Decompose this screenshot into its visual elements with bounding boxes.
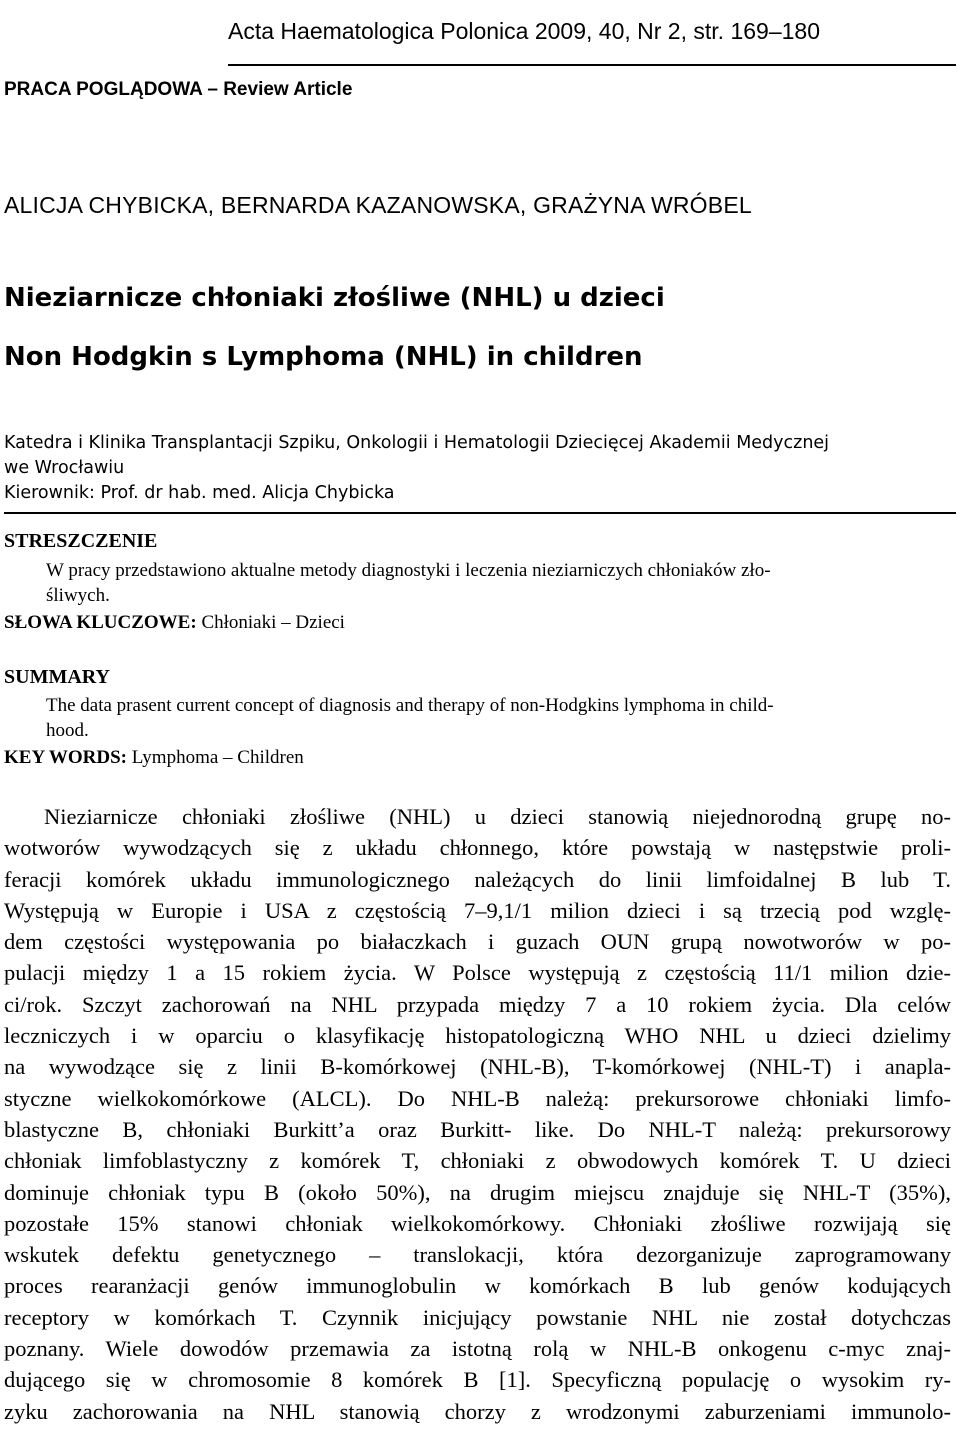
body-line: poznany. Wiele dowodów przemawia za istotną rolą w NHL-B onkogenu c-myc znaj-: [4, 1336, 951, 1362]
header-rule: [228, 64, 956, 66]
summary-line: The data prasent current concept of diagnosis and therapy of non-Hodgkins lymphoma in child-: [46, 695, 774, 716]
body-line: Występują w Europie i USA z częstością 7–9,1/1 milion dzieci i są trzecią pod wzglę-: [4, 897, 951, 923]
body-line: wskutek defektu genetycznego – translokacji, która dezorganizuje zaprogramowany: [4, 1242, 951, 1268]
body-line: proces rearanżacji genów immunoglobulin w komórkach B lub genów kodujących: [4, 1273, 951, 1299]
affiliation-line: we Wrocławiu: [4, 458, 125, 478]
body-line: blastyczne B, chłoniaki Burkitt’a oraz Burkitt- like. Do NHL-T należą: prekursorowy: [4, 1116, 951, 1142]
body-line: zyku zachorowania na NHL stanowią chorzy z wrodzonymi zaburzeniami immunolo-: [4, 1398, 951, 1424]
abstract-line: W pracy przedstawiono aktualne metody diagnostyki i leczenia nieziarniczych chłoniaków zło-: [46, 560, 771, 581]
keywords-english: [4, 747, 304, 769]
abstract-line: śliwych.: [46, 585, 110, 606]
affiliation-rule: [4, 512, 956, 514]
affiliation-line: Kierownik: Prof. dr hab. med. Alicja Chybicka: [4, 483, 395, 503]
keywords-polish: [4, 612, 345, 634]
body-text: [4, 801, 951, 1427]
body-line: ci/rok. Szczyt zachorowań na NHL przypada między 7 a 10 rokiem życia. Dla celów: [4, 991, 951, 1017]
body-line: pulacji między 1 a 15 rokiem życia. W Polsce występują z częstością 11/1 milion dzie-: [4, 960, 951, 986]
authors: ALICJA CHYBICKA, BERNARDA KAZANOWSKA, GRAŻYNA WRÓBEL: [4, 192, 752, 218]
article-type: PRACA POGLĄDOWA – Review Article: [4, 79, 353, 100]
keywords-value: Lymphoma – Children: [127, 747, 304, 768]
journal-citation: Acta Haematologica Polonica 2009, 40, Nr 2, str. 169–180: [228, 18, 820, 44]
abstract-heading: STRESZCZENIE: [4, 530, 158, 552]
body-line: feracji komórek układu immunologicznego należących do linii limfoidalnej B lub T.: [4, 866, 951, 892]
body-line: dem częstości występowania po białaczkach i guzach OUN grupą nowotworów w po-: [4, 929, 951, 955]
body-line: styczne wielkokomórkowe (ALCL). Do NHL-B należą: prekursorowe chłoniaki limfo-: [4, 1085, 951, 1111]
affiliation-line: Katedra i Klinika Transplantacji Szpiku, Onkologii i Hematologii Dziecięcej Akademii Medycznej: [4, 433, 830, 453]
body-line: wotworów wywodzących się z układu chłonnego, które powstają w następstwie proli-: [4, 835, 951, 861]
body-line: chłoniak limfoblastyczny z komórek T, chłoniaki z obwodowych komórek T. U dzieci: [4, 1148, 951, 1174]
body-line: leczniczych i w oparciu o klasyfikację histopatologiczną WHO NHL u dzieci dzielimy: [4, 1023, 951, 1049]
body-line: Nieziarnicze chłoniaki złośliwe (NHL) u dzieci stanowią niejednorodną grupę no-: [44, 804, 951, 829]
keywords-value: Chłoniaki – Dzieci: [196, 612, 345, 633]
body-line: dominuje chłoniak typu B (około 50%), na drugim miejscu znajduje się NHL-T (35%),: [4, 1179, 951, 1205]
keywords-label: SŁOWA KLUCZOWE:: [4, 612, 197, 633]
body-line: na wywodzące się z linii B-komórkowej (NHL-B), T-komórkowej (NHL-T) i anapla-: [4, 1054, 951, 1080]
body-line: pozostałe 15% stanowi chłoniak wielkokomórkowy. Chłoniaki złośliwe rozwijają się: [4, 1210, 951, 1236]
summary-line: hood.: [46, 720, 89, 741]
title-english: Non Hodgkin s Lymphoma (NHL) in children: [4, 342, 643, 372]
body-line: dującego się w chromosomie 8 komórek B [1]. Specyficzną populację o wysokim ry-: [4, 1367, 951, 1393]
keywords-label: KEY WORDS:: [4, 747, 127, 768]
summary-heading: SUMMARY: [4, 666, 110, 688]
title-polish: Nieziarnicze chłoniaki złośliwe (NHL) u dzieci: [4, 283, 665, 313]
body-line: receptory w komórkach T. Czynnik inicjujący powstanie NHL nie został dotychczas: [4, 1304, 951, 1330]
